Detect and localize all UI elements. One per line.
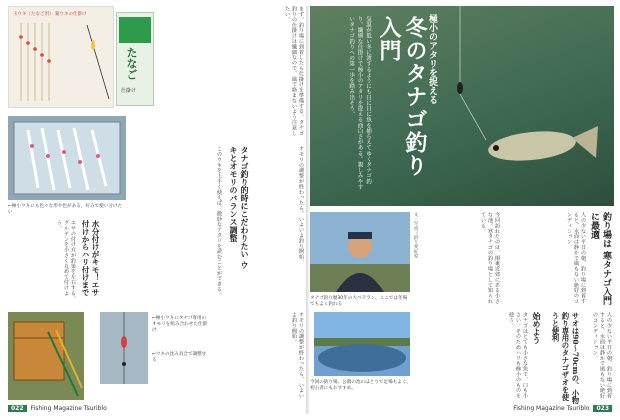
right-page-number: 023 xyxy=(593,405,612,412)
product-pack-brand: たなご xyxy=(125,47,138,80)
float-chart-label-left: 玉ウキ（たなご用） xyxy=(13,12,54,17)
hero-photo xyxy=(310,6,614,206)
hero-title: 冬のタナゴ釣り入門 xyxy=(376,16,428,177)
tackle-box-photo xyxy=(8,312,84,400)
right-folio-magazine: Fishing Magazine Tsuriblo xyxy=(513,405,590,412)
angler-photo xyxy=(310,212,410,292)
float-rig-image xyxy=(100,312,148,384)
sub-heading-main: タナゴ釣り的時にこだわりたい ウキとオモリのバランス調整 xyxy=(229,146,250,269)
angler-image xyxy=(310,212,410,292)
left-page-number: 022 xyxy=(8,405,27,412)
float-chart-photo xyxy=(8,6,114,108)
section-heading: 釣り場は 寒タナゴ入門に最適 xyxy=(589,212,611,306)
body-text-2: このウキを上手く使えば、微妙なアタリを読むことができる。 xyxy=(216,146,222,298)
caption-bottom-2: ←ウキの沈み具合で調整する xyxy=(152,352,207,363)
caption-pond: 今回の釣り場。公園の池のほとりで足場もよく、初心者にもおすすめ。 xyxy=(310,380,411,391)
body-text-5: オモリの調整が終わったら、いよいよ釣り開始。 xyxy=(291,312,304,399)
pond-image xyxy=(314,312,410,376)
body-text-c: タナゴはとても小さな魚で、口も小さい。そのためハリも極小のものを使う。 xyxy=(508,312,528,399)
float-rig-photo xyxy=(100,312,148,384)
body-text-1: まず、釣り場に到着したら仕掛けを準備する。タナゴ釣りの仕掛けは繊細なので、風で絡まないよう注意したい。 xyxy=(284,6,304,136)
product-pack-photo xyxy=(116,12,154,106)
floats-case-image xyxy=(8,116,126,200)
sub-heading-start: 始めよう xyxy=(532,312,542,344)
product-pack-sub: 仕掛け xyxy=(121,88,137,94)
sub-heading-rod: サオは90〜70cmの、小物釣り専用のタナゴザオを使うと便利 xyxy=(551,312,580,405)
float-chart-label-right: 親ウキの仕掛け xyxy=(55,12,87,17)
hero-lead: 気温が低い冬に渡するようにも日に日に魚を捕らえてゆくタナゴ釣り。繊細な仕掛けで極小のアタリを捉える面白さがある。親しみやすいタナゴ釣りへの第一歩を踏み出そう。 xyxy=(348,16,371,190)
byline: 文・写真＝釣り愛好家 xyxy=(413,212,418,258)
body-text-3: オモリの調整が終わったら、いよいよ釣り開始。 xyxy=(298,146,304,265)
body-text-d: 人の少ない平日の朝、釣り場に到着すると、水面は静かで風もない絶好のコンディション。 xyxy=(592,312,612,399)
body-text-a: 今回訪れたのは、関東近郊にある小さな池。寒タナゴの釣り場として知られている。 xyxy=(480,212,500,304)
right-page xyxy=(310,6,614,414)
caption-bottom: ←極小ウキにタナゴ専用のオモリを組み合わせた仕掛け xyxy=(152,316,208,333)
left-page xyxy=(6,6,306,414)
hero-kicker: 極小のアタリを捉える xyxy=(427,14,437,104)
caption-person: タナゴ釣り歴30年の大ベテラン。ここでは冬場でもよく釣れる xyxy=(310,296,408,307)
left-folio xyxy=(8,405,107,412)
tackle-box-image xyxy=(8,312,84,400)
right-folio xyxy=(513,405,612,412)
body-text-b: 人の少ない平日の朝、釣り場に到着すると、水面は静かで風もない絶好のコンディション。 xyxy=(566,212,586,304)
pond-photo xyxy=(314,312,410,376)
floats-case-photo xyxy=(8,116,126,200)
body-text-4: エサの付け方が釣果を左右する。グルテンを小さく丸めて付けよう。 xyxy=(56,220,76,301)
sub-heading-2: 水分付けがキモ！エサ付けからハリ付けまで xyxy=(81,220,100,296)
left-folio-magazine: Fishing Magazine Tsuriblo xyxy=(30,405,107,412)
float-chart-diagram xyxy=(9,7,113,107)
caption-floats: ←極小ウキにも色々な形や色がある。好みで使い分けたい xyxy=(8,204,123,215)
